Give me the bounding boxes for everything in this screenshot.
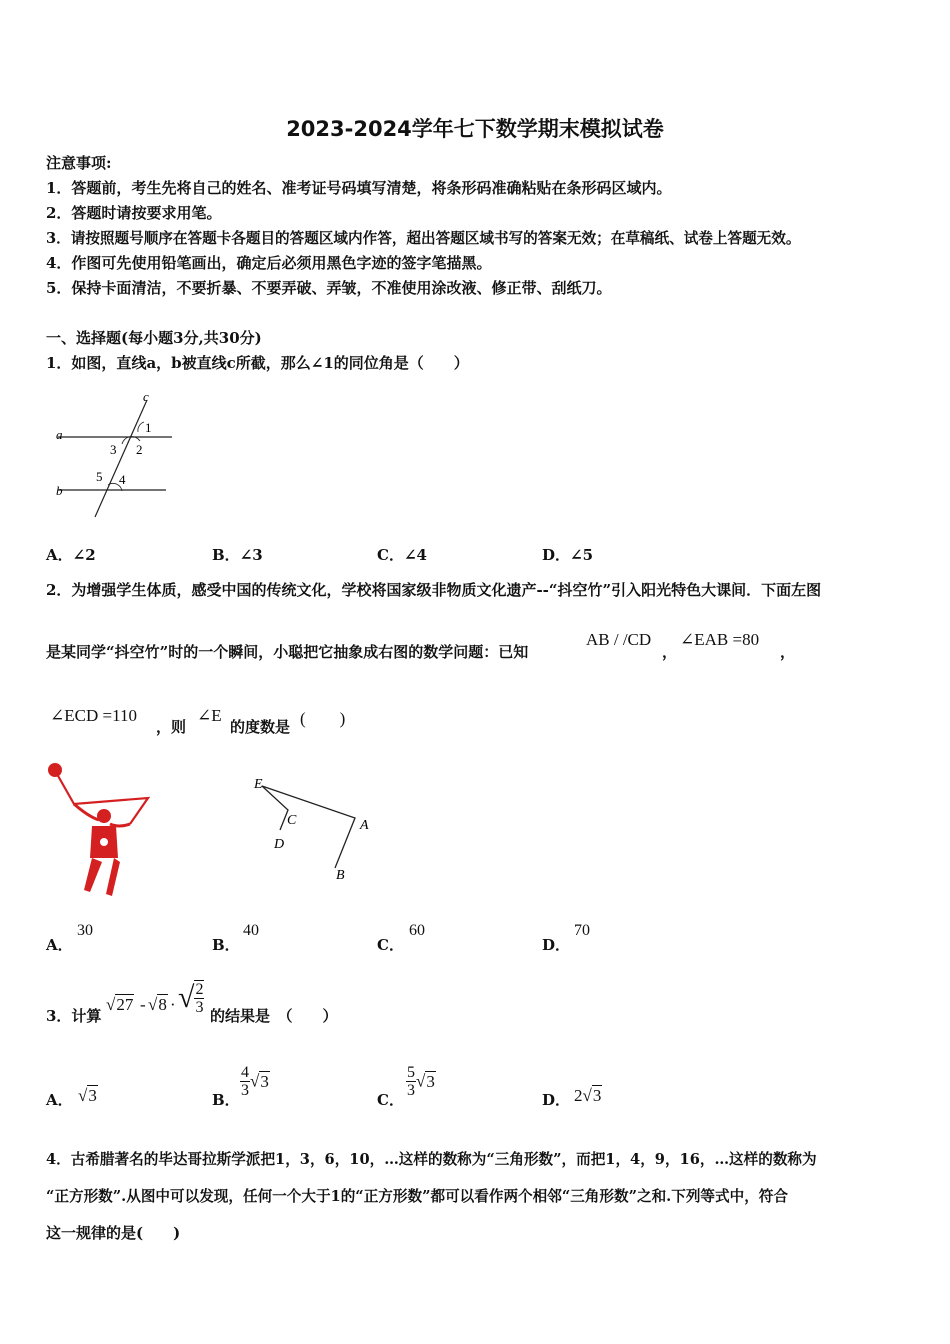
page-title: 2023-2024学年七下数学期末模拟试卷 [286, 117, 664, 141]
q3-option-b-value: $\frac{4}{3}$ √3 [241, 1064, 269, 1099]
q3-option-d-value: 2√3 [574, 1086, 602, 1105]
q1-figure [50, 388, 180, 520]
label-a: a [56, 427, 63, 442]
q1-option-a[interactable]: A．∠2 [46, 546, 96, 564]
question-2-line2: 是某同学“抖空竹”时的一个瞬间，小聪把它抽象成右图的数学问题：已知 [46, 643, 529, 661]
segment-e-c-d [262, 786, 288, 830]
comma: ， [662, 643, 678, 661]
label-4: 4 [119, 472, 126, 487]
kongzhu-illustration [44, 762, 156, 902]
label-b: B [336, 868, 345, 883]
q3-option-b[interactable]: B． [212, 1091, 240, 1109]
sqrt-8: √8 [148, 995, 167, 1014]
degree-text: 的度数是 [230, 718, 291, 736]
sqrt-fraction: √ $\frac{2}{3}$ [178, 981, 204, 1016]
question-3-suffix: 的结果是 （ ） [210, 1007, 338, 1025]
minus-sign: - [140, 995, 146, 1014]
label-e: E [254, 777, 263, 792]
q2-option-c-value: 60 [409, 922, 425, 939]
dot-sign: · [170, 995, 176, 1014]
q3-option-a-value: √3 [78, 1086, 97, 1105]
label-d: D [274, 837, 285, 852]
q2-geometry-figure [250, 772, 380, 887]
q2-option-a[interactable]: A． [46, 936, 73, 954]
sqrt-27: √27 [106, 995, 134, 1014]
angle-e: ∠E [197, 706, 222, 725]
q1-option-b[interactable]: B．∠3 [212, 546, 263, 564]
q3-option-d[interactable]: D． [542, 1091, 571, 1109]
question-2-line1: 2．为增强学生体质，感受中国的传统文化，学校将国家级非物质文化遗产--“抖空竹”引入阳光特色大课间．下面左图 [46, 581, 822, 599]
label-5: 5 [96, 469, 103, 484]
label-1: 1 [145, 420, 152, 435]
q3-option-c[interactable]: C． [377, 1091, 404, 1109]
label-2: 2 [136, 442, 143, 457]
question-1-text: 1．如图，直线a，b被直线c所截，那么∠1的同位角是（ ） [46, 354, 469, 372]
q2-option-d[interactable]: D． [542, 936, 571, 954]
q3-option-c-value: $\frac{5}{3}$ √3 [407, 1064, 435, 1099]
answer-paren: ( ) [300, 709, 346, 728]
label-c: C [287, 813, 297, 828]
condition-ab-cd: AB / /CD [586, 630, 652, 649]
question-3-prefix: 3．计算 [46, 1007, 102, 1025]
label-b: b [56, 483, 63, 498]
q2-option-d-value: 70 [574, 922, 590, 939]
q2-option-b-value: 40 [243, 922, 259, 939]
condition-ecd: ∠ECD =110 [50, 706, 137, 725]
notice-item: 2．答题时请按要求用笔。 [46, 204, 222, 222]
notice-item: 1．答题前，考生先将自己的姓名、准考证号码填写清楚，将条形码准确粘贴在条形码区域内。 [46, 179, 672, 197]
notice-heading: 注意事项: [46, 154, 112, 172]
line-c [95, 400, 147, 517]
label-3: 3 [110, 442, 117, 457]
condition-eab: ∠EAB =80 [680, 630, 760, 649]
notice-item: 4．作图可先使用铅笔画出，确定后必须用黑色字迹的签字笔描黑。 [46, 254, 492, 272]
q1-option-c[interactable]: C．∠4 [377, 546, 427, 564]
q2-option-b[interactable]: B． [212, 936, 240, 954]
then-text: ，则 [156, 718, 187, 736]
comma: ， [780, 643, 796, 661]
q2-option-a-value: 30 [77, 922, 93, 939]
question-4-line2: “正方形数”.从图中可以发现，任何一个大于1的“正方形数”都可以看作两个相邻“三角形数”之和.下列等式中，符合 [46, 1188, 788, 1205]
q3-option-a[interactable]: A． [46, 1091, 73, 1109]
label-a: A [360, 818, 369, 833]
label-c: c [143, 389, 149, 404]
section-heading: 一、选择题(每小题3分,共30分) [46, 329, 262, 347]
notice-item: 5．保持卡面清洁，不要折暴、不要弄破、弄皱，不准使用涂改液、修正带、刮纸刀。 [46, 279, 612, 297]
notice-item: 3．请按照题号顺序在答题卡各题目的答题区域内作答，超出答题区域书写的答案无效；在草稿纸、试卷上答题无效。 [46, 230, 801, 247]
question-4-line3: 这一规律的是( ) [46, 1224, 181, 1242]
q1-option-d[interactable]: D．∠5 [542, 546, 594, 564]
question-4-line1: 4．古希腊著名的毕达哥拉斯学派把1，3，6，10，…这样的数称为“三角形数”，而把1，4，9，16，…这样的数称为 [46, 1151, 817, 1168]
q2-option-c[interactable]: C． [377, 936, 404, 954]
